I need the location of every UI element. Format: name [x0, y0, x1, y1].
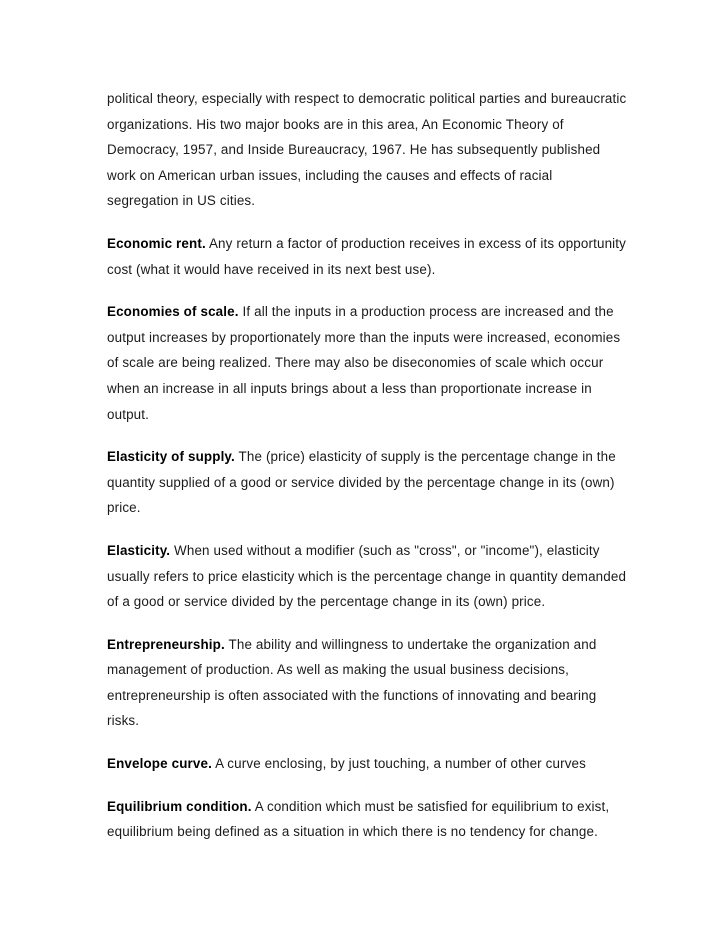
- entry-definition: A condition which must be satisfied for equilibrium to exist, equilibrium being defined as a situation in which there is no tendency for change.: [107, 798, 610, 840]
- entry-term: Envelope curve.: [107, 756, 212, 772]
- glossary-text: [107, 86, 627, 862]
- entry-economies-of-scale: [107, 299, 627, 427]
- entry-term: Elasticity.: [107, 542, 171, 558]
- entry-elasticity-of-supply: [107, 444, 627, 521]
- intro-paragraph: political theory, especially with respect to democratic political parties and bureaucratic organizations. His two major books are in this area, An Economic Theory of Democracy, 1957, and Inside Bureaucracy, 1967. He has subsequently published work on American urban issues, including the causes and effects of racial segregation in US cities.: [107, 91, 627, 209]
- entry-definition: A curve enclosing, by just touching, a number of other curves: [211, 756, 586, 772]
- entry-entrepreneurship: [107, 632, 627, 734]
- entry-definition: Any return a factor of production receives in excess of its opportunity cost (what it would have received in its next best use).: [107, 235, 627, 277]
- entry-envelope-curve: [107, 751, 627, 777]
- entry-term: Economic rent.: [107, 235, 206, 251]
- entry-definition: When used without a modifier (such as "cross", or "income"), elasticity usually refers to price elasticity which is the percentage change in quantity demanded of a good or service divided by the percentage change in its (own) price.: [107, 542, 627, 610]
- entry-definition: The ability and willingness to undertake the organization and management of production. As well as making the usual business decisions, entrepreneurship is often associated with the functions of innovating and bearing risks.: [107, 636, 597, 729]
- entry-term: Elasticity of supply.: [107, 449, 235, 465]
- entry-definition: If all the inputs in a production process are increased and the output increases by proportionately more than the inputs were increased, economies of scale are being realized. There may also be diseconomies of scale which occur when an increase in all inputs brings about a less than proportionate increase in output.: [107, 304, 621, 422]
- entry-term: Entrepreneurship.: [107, 636, 225, 652]
- entry-economic-rent: [107, 231, 627, 282]
- entry-definition: The (price) elasticity of supply is the percentage change in the quantity supplied of a good or service divided by the percentage change in its (own) price.: [107, 449, 616, 516]
- entry-equilibrium-condition: [107, 794, 627, 845]
- entry-elasticity: [107, 538, 627, 615]
- entry-term: Equilibrium condition.: [107, 798, 252, 814]
- entry-term: Economies of scale.: [107, 304, 239, 320]
